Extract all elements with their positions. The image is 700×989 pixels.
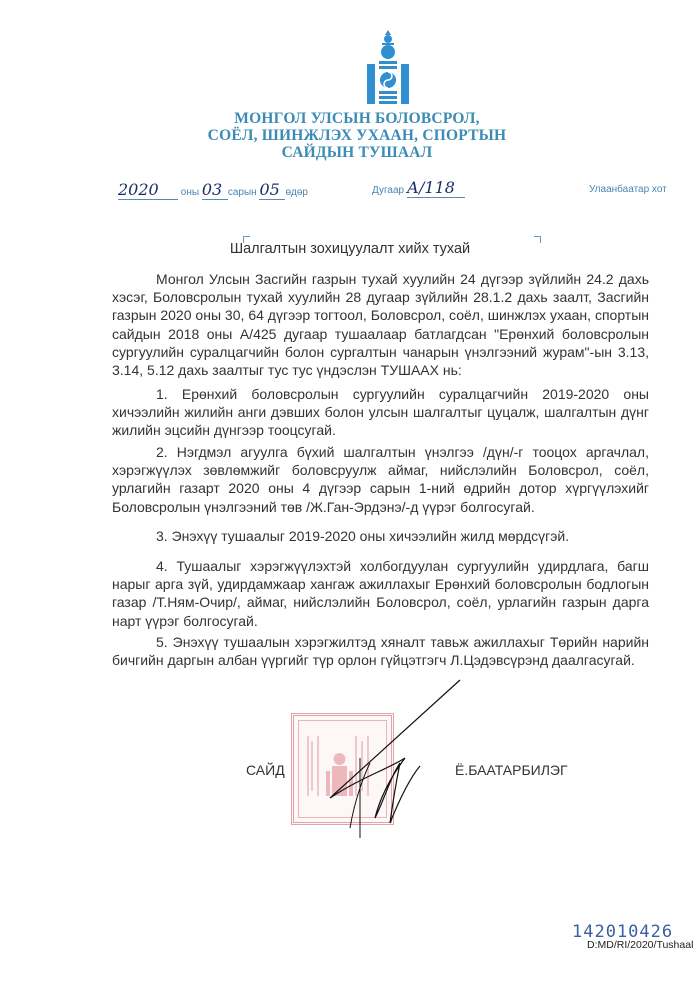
signatory-name: Ё.БААТАРБИЛЭГ — [455, 762, 568, 778]
order-number — [372, 178, 465, 198]
preamble — [112, 270, 649, 379]
order-item — [112, 443, 649, 516]
number-value: А/118 — [407, 178, 465, 198]
order-item — [112, 633, 649, 669]
order-item-4: 4. Тушаалыг хэрэгжүүлэхтэй холбогдуулан сургуулийн удирдлага, багш нарыг арга зүй, удирдамжаар хангаж ажиллахыг Ерөнхий боловсролын бодлогын газар /Т.Ням-Очир/, аймаг, нийслэлийн Боловсрол, соёл, урлагийн газрын дарга нарт үүрэг болгосугай. — [112, 558, 649, 629]
handwritten-signature-icon — [320, 678, 470, 838]
order-meta-row — [0, 178, 700, 202]
order-item — [112, 527, 649, 545]
order-date — [118, 180, 308, 200]
order-item — [112, 557, 649, 630]
order-item-5: 5. Энэхүү тушаалын хэрэгжилтэд хяналт тавьж ажиллахыг Төрийн нарийн бичгийн даргын албан үүргийг түр орлон гүйцэтгэгч Л.Цэдэвсүрэнд даалгасугай. — [112, 634, 649, 669]
month-label: сарын — [227, 187, 257, 198]
registration-number: 142010426 — [572, 922, 674, 942]
order-item-3: 3. Энэхүү тушаалыг 2019-2020 оны хичээлийн жилд мөрдсүгэй. — [156, 528, 570, 544]
day-label: өдөр — [285, 187, 308, 198]
order-item — [112, 385, 649, 440]
date-day: 05 — [259, 180, 285, 200]
order-item-2: 2. Нэгдмэл агуулга бүхий шалгалтын үнэлгээ /дүн/-г тооцох аргачлал, хэрэгжүүлэх зөвлөмжийг боловсруулж аймаг, нийслэлийн Боловсрол, соёл, урлагийн газарт 2020 оны 4 дүгээр сарын 1-ний өдрийн дотор хүргүүлэхийг Боловсролын үнэлгээний төв /Ж.Ган-Эрдэнэ/-д үүрэг болгосугай. — [112, 444, 649, 515]
date-year: 2020 — [118, 180, 178, 200]
ministry-line: МОНГОЛ УЛСЫН БОЛОВСРОЛ, — [234, 110, 480, 127]
date-month: 03 — [202, 180, 228, 200]
soyombo-emblem-icon — [364, 28, 412, 110]
order-item-1: 1. Ерөнхий боловсролын сургуулийн суралцагчийн 2019-2020 оны хичээлийн жилийн анги дэвших болон улсын шалгалтыг цуцалж, шалгалтын дүнг жилийн эцсийн дүнгээр тооцсугай. — [112, 386, 649, 439]
file-code: D:MD/RI/2020/Tushaal — [587, 939, 694, 951]
preamble-text: Монгол Улсын Засгийн газрын тухай хуулийн 24 дүгээр зүйлийн 24.2 дахь хэсэг, Боловсролын тухай хуулийн 28 дугаар зүйлийн 28.1.2 дахь заалт, Засгийн газрын 2020 оны 30, 64 дүгээр тогтоол, Боловсрол, соёл, шинжлэх ухаан, спортын сайдын 2018 оны А/425 дугаар тушаалаар батлагдсан "Ерөнхий боловсролын сургуулийн суралцагчийн болон сургалтын чанарын үнэлгээний журам"-ын 3.13, 3.14, 5.12 дахь заалтыг тус тус үндэслэн ТУШААХ нь: — [112, 271, 649, 379]
order-subject: Шалгалтын зохицуулалт хийх тухай — [229, 241, 471, 257]
city-label: Улаанбаатар хот — [589, 184, 667, 195]
ministry-line: САЙДЫН ТУШААЛ — [281, 144, 433, 161]
ministry-heading — [0, 110, 700, 161]
number-label: Дугаар — [372, 185, 405, 196]
year-label: оны — [180, 187, 200, 198]
signatory-title: САЙД — [246, 762, 285, 778]
ministry-line: СОЁЛ, ШИНЖЛЭХ УХААН, СПОРТЫН — [207, 127, 507, 144]
